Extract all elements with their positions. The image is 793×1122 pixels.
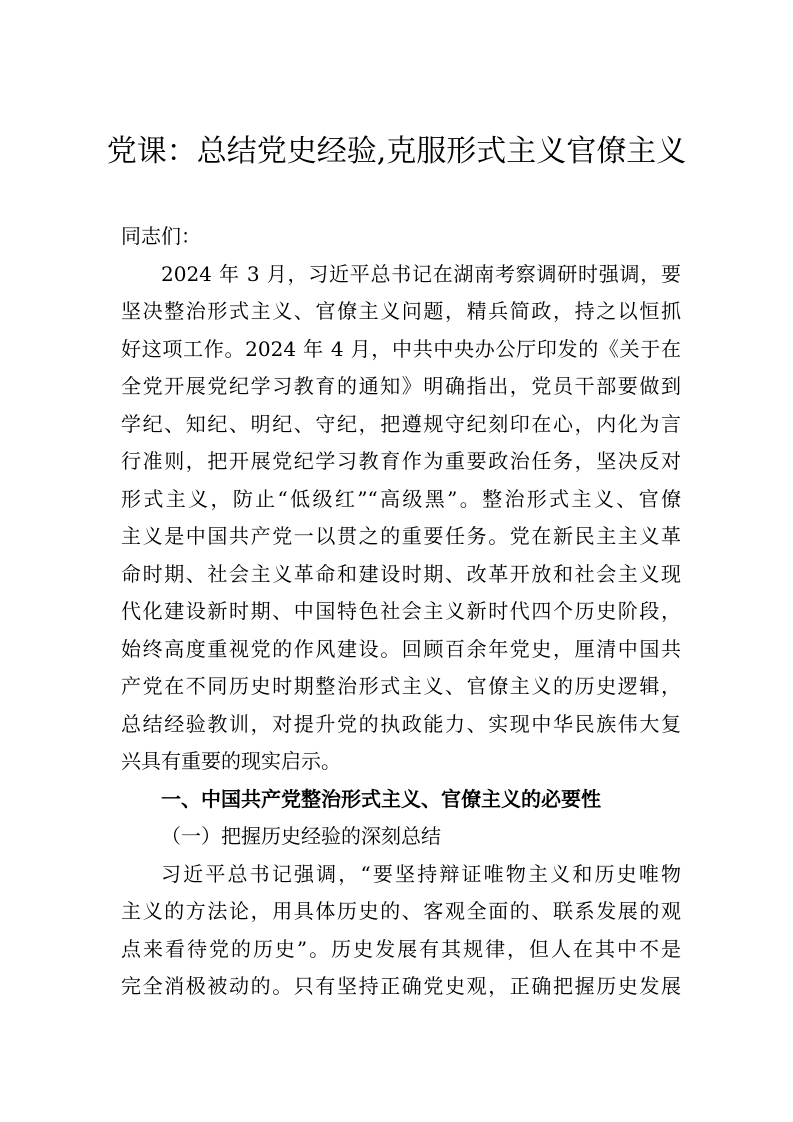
paragraph-line: 习近平总书记强调，“要坚持辩证唯物主义和历史唯物 xyxy=(161,861,681,886)
paragraph-line: 学纪、知纪、明纪、守纪，把遵规守纪刻印在心，内化为言 xyxy=(121,411,681,436)
paragraph-line: 完全消极被动的。只有坚持正确党史观，正确把握历史发展 xyxy=(121,974,681,998)
salutation: 同志们： xyxy=(121,224,201,248)
paragraph-1 xyxy=(121,256,681,781)
paragraph-line: 兴具有重要的现实启示。 xyxy=(121,749,341,773)
paragraph-line: 产党在不同历史时期整治形式主义、官僚主义的历史逻辑， xyxy=(121,674,681,698)
paragraph-line: 代化建设新时期、中国特色社会主义新时代四个历史阶段， xyxy=(121,599,681,623)
paragraph-line: 好这项工作。2024 年 4 月，中共中央办公厅印发的《关于在 xyxy=(121,336,681,361)
paragraph-line: 点来看待党的历史”。历史发展有其规律，但人在其中不是 xyxy=(121,936,681,961)
section-heading: 一、中国共产党整治形式主义、官僚主义的必要性 xyxy=(161,786,601,811)
paragraph-2 xyxy=(121,856,681,1006)
paragraph-line: 总结经验教训，对提升党的执政能力、实现中华民族伟大复 xyxy=(121,711,681,736)
paragraph-line: 2024 年 3 月，习近平总书记在湖南考察调研时强调，要 xyxy=(161,261,681,286)
document-title: 党课：总结党史经验,克服形式主义官僚主义 xyxy=(106,134,687,169)
subsection-heading: （一）把握历史经验的深刻总结 xyxy=(161,824,441,848)
paragraph-line: 主义的方法论，用具体历史的、客观全面的、联系发展的观 xyxy=(121,899,681,923)
paragraph-line: 始终高度重视党的作风建设。回顾百余年党史，厘清中国共 xyxy=(121,636,681,661)
paragraph-line: 坚决整治形式主义、官僚主义问题，精兵简政，持之以恒抓 xyxy=(121,299,681,323)
paragraph-line: 主义是中国共产党一以贯之的重要任务。党在新民主主义革 xyxy=(121,524,681,548)
document-body xyxy=(121,218,681,1006)
paragraph-line: 形式主义，防止“低级红”“高级黑”。整治形式主义、官僚 xyxy=(121,486,681,511)
paragraph-line: 行准则，把开展党纪学习教育作为重要政治任务，坚决反对 xyxy=(121,449,681,473)
paragraph-line: 命时期、社会主义革命和建设时期、改革开放和社会主义现 xyxy=(121,561,681,586)
paragraph-line: 全党开展党纪学习教育的通知》明确指出，党员干部要做到 xyxy=(121,374,681,398)
